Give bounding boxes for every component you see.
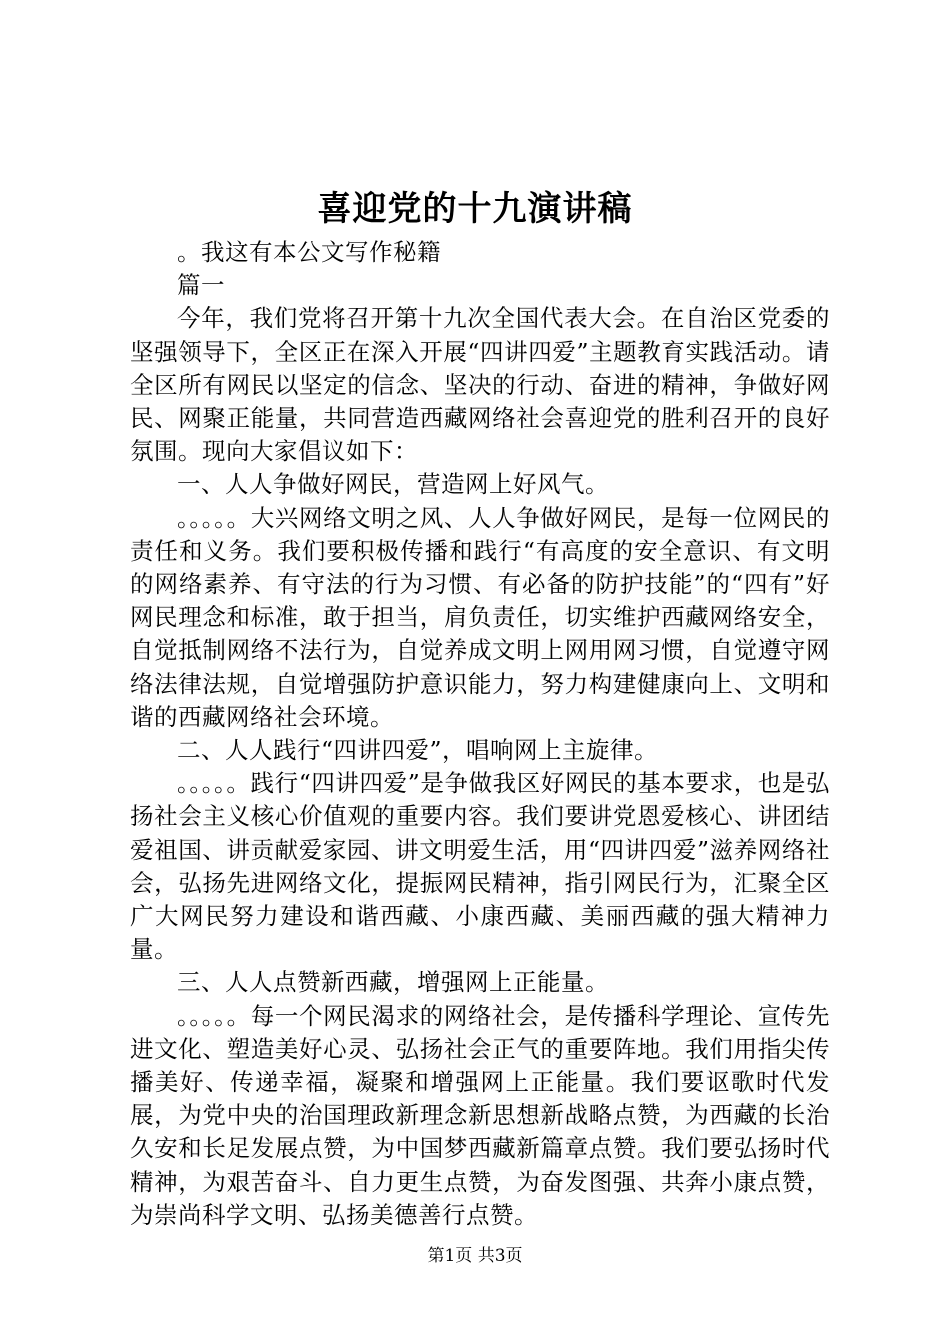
- paragraph-opening: 今年，我们党将召开第十九次全国代表大会。在自治区党委的坚强领导下，全区正在深入开展“四讲四爱”主题教育实践活动。请全区所有网民以坚定的信念、坚决的行动、奋进的精神，争做好网民、网聚正能量，共同营造西藏网络社会喜迎党的胜利召开的良好氛围。现向大家倡议如下：: [130, 304, 830, 466]
- paragraph-section-label: 篇一: [177, 271, 225, 300]
- heading-point-two: 二、人人践行“四讲四爱”，唱响网上主旋律。: [177, 736, 659, 765]
- paragraph-point-one: 。。。。。大兴网络文明之风、人人争做好网民，是每一位网民的责任和义务。我们要积极传播和践行“有高度的安全意识、有文明的网络素养、有守法的行为习惯、有必备的防护技能”的“四有”好网民理念和标准，敢于担当，肩负责任，切实维护西藏网络安全，自觉抵制网络不法行为，自觉养成文明上网用网习惯，自觉遵守网络法律法规，自觉增强防护意识能力，努力构建健康向上、文明和谐的西藏网络社会环境。: [130, 503, 830, 731]
- document-body: [130, 236, 830, 1232]
- paragraph-intro-note: 。我这有本公文写作秘籍: [177, 238, 441, 266]
- page-number-footer: 第1页 共3页: [427, 1246, 523, 1266]
- heading-point-three: 三、人人点赞新西藏，增强网上正能量。: [177, 968, 609, 997]
- document-title: 喜迎党的十九演讲稿: [317, 189, 633, 229]
- paragraph-point-three: 。。。。。每一个网民渴求的网络社会，是传播科学理论、宣传先进文化、塑造美好心灵、弘扬社会正气的重要阵地。我们用指尖传播美好、传递幸福，凝聚和增强网上正能量。我们要讴歌时代发展，为党中央的治国理政新理念新思想新战略点赞，为西藏的长治久安和长足发展点赞，为中国梦西藏新篇章点赞。我们要弘扬时代精神，为艰苦奋斗、自力更生点赞，为奋发图强、共奔小康点赞，为崇尚科学文明、弘扬美德善行点赞。: [130, 1001, 830, 1229]
- heading-point-one: 一、人人争做好网民，营造网上好风气。: [177, 470, 609, 499]
- paragraph-point-two: 。。。。。践行“四讲四爱”是争做我区好网民的基本要求，也是弘扬社会主义核心价值观的重要内容。我们要讲党恩爱核心、讲团结爱祖国、讲贡献爱家园、讲文明爱生活，用“四讲四爱”滋养网络社会，弘扬先进网络文化，提振网民精神，指引网民行为，汇聚全区广大网民努力建设和谐西藏、小康西藏、美丽西藏的强大精神力量。: [130, 769, 830, 964]
